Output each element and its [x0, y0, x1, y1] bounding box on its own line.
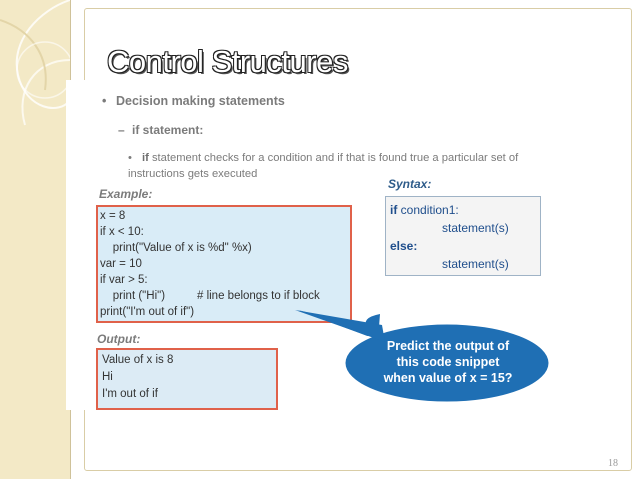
code-line: x = 8 — [100, 210, 126, 222]
syntax-line: statement(s) — [442, 221, 509, 235]
bullet-level3: • if statement checks for a condition and if that is found true a particular set of instructions gets executed — [128, 152, 519, 180]
code-line: var = 10 — [100, 258, 142, 270]
bullet-level2-text: if statement: — [132, 123, 204, 137]
page-number: 18 — [608, 458, 618, 469]
syntax-line — [390, 203, 459, 217]
bullet-level1: • Decision making statements — [102, 94, 285, 108]
example-label: Example: — [99, 187, 153, 201]
decorative-sidebar — [0, 0, 70, 479]
callout-line: this code snippet — [396, 355, 500, 369]
output-label: Output: — [97, 332, 141, 346]
output-line: Value of x is 8 — [102, 354, 174, 366]
syntax-keyword: if — [390, 203, 398, 217]
syntax-label: Syntax: — [388, 177, 432, 191]
bullet-level2: – if statement: — [118, 123, 204, 137]
decorative-swirl — [0, 0, 70, 479]
code-line: print("I'm out of if") — [100, 306, 195, 318]
code-line: if x < 10: — [100, 226, 144, 238]
callout-line: when value of x = 15? — [383, 371, 513, 385]
output-line: I'm out of if — [102, 388, 158, 400]
output-box — [96, 348, 278, 410]
code-line: if var > 5: — [100, 274, 148, 286]
output-line: Hi — [102, 371, 113, 383]
bullet-level3-line2: instructions gets executed — [128, 168, 258, 180]
syntax-line1-text: condition1: — [397, 203, 459, 217]
slide-title: Control Structures — [107, 44, 348, 79]
syntax-line: else: — [390, 239, 418, 253]
callout-text — [350, 338, 546, 386]
code-line: print ("Hi") # line belongs to if block — [100, 290, 320, 302]
syntax-box — [385, 196, 541, 276]
code-line: print("Value of x is %d" %x) — [100, 242, 252, 254]
callout-line: Predict the output of — [386, 339, 510, 353]
bullet-keyword: if — [142, 152, 149, 164]
syntax-line: statement(s) — [442, 257, 509, 271]
bullet-level3-text: statement checks for a condition and if that is found true a particular set of — [148, 152, 519, 164]
bullet-level1-text: Decision making statements — [116, 94, 285, 108]
